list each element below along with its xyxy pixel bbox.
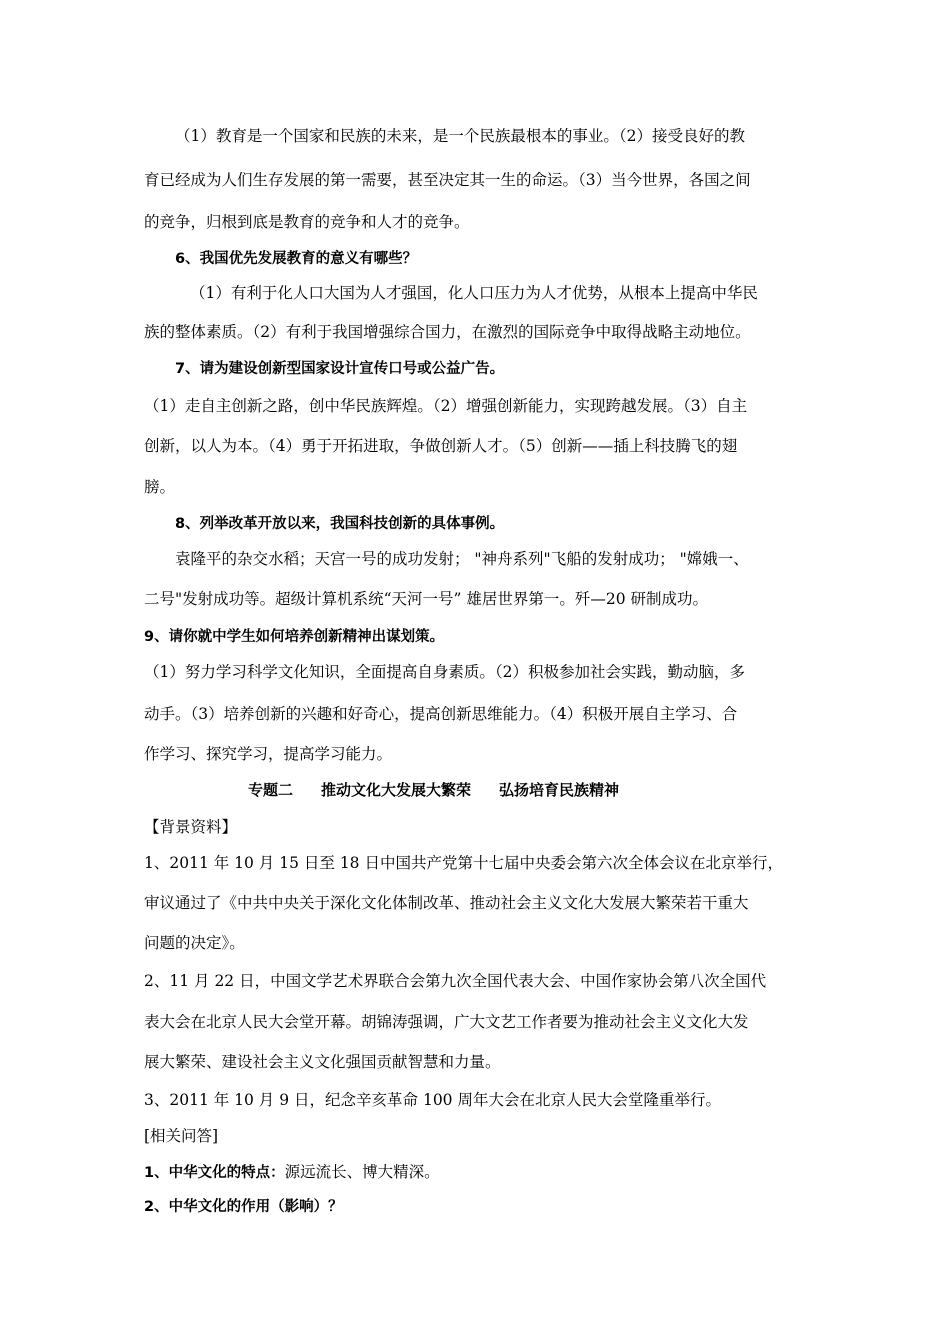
paragraph-line: （1）有利于化人口大国为人才强国，化人口压力为人才优势，从根本上提高中华民	[190, 284, 758, 302]
paragraph-line: 1、2011 年 10 月 15 日至 18 日中国共产党第十七届中央委会第六次全体会议在北京举行，	[144, 854, 783, 872]
question-heading: 6、我国优先发展教育的意义有哪些？	[175, 251, 418, 267]
paragraph-line: 2、11 月 22 日，中国文学艺术界联合会第九次全国代表大会、中国作家协会第八次全国代	[144, 972, 767, 990]
paragraph-line: 袁隆平的杂交水稻；天宫一号的成功发射； "神舟系列"飞船的发射成功； "嫦娥一、	[175, 550, 749, 568]
paragraph-line: （1）教育是一个国家和民族的未来，是一个民族最根本的事业。（2）接受良好的教	[175, 127, 745, 145]
paragraph-line: （1）走自主创新之路，创中华民族辉煌。（2）增强创新能力，实现跨越发展。（3）自主	[144, 397, 748, 415]
section-heading-part3: 弘扬培育民族精神	[499, 781, 620, 799]
paragraph-line: 动手。（3）培养创新的兴趣和好奇心，提高创新思维能力。（4）积极开展自主学习、合	[144, 705, 738, 723]
paragraph-line: 3、2011 年 10 月 9 日，纪念辛亥革命 100 周年大会在北京人民大会堂隆重举行。	[144, 1091, 721, 1109]
paragraph-line: （1）努力学习科学文化知识，全面提高自身素质。（2）积极参加社会实践，勤动脑，多	[144, 663, 745, 681]
paragraph-line: 族的整体素质。（2）有利于我国增强综合国力，在激烈的国际竞争中取得战略主动地位。	[144, 323, 751, 341]
section-heading-part1: 专题二	[248, 781, 294, 799]
paragraph-line: 二号"发射成功等。超级计算机系统“天河一号” 雄居世界第一。歼—20 研制成功。	[144, 590, 709, 608]
question-heading: 2、中华文化的作用（影响）？	[144, 1199, 343, 1215]
question-heading: 7、请为建设创新型国家设计宣传口号或公益广告。	[175, 361, 505, 377]
paragraph-line: 膀。	[144, 478, 176, 496]
section-heading-part2: 推动文化大发展大繁荣	[321, 781, 472, 799]
qa-line	[144, 1162, 440, 1183]
question-heading: 9、请你就中学生如何培养创新精神出谋划策。	[144, 629, 445, 645]
paragraph-line: 表大会在北京人民大会堂开幕。胡锦涛强调，广大文艺工作者要为推动社会主义文化大发	[144, 1013, 749, 1031]
section-heading	[248, 780, 619, 800]
qa-label: 1、中华文化的特点：	[144, 1165, 285, 1181]
section-label: [相关问答]	[144, 1127, 219, 1145]
question-heading: 8、列举改革开放以来，我国科技创新的具体事例。	[175, 516, 505, 532]
paragraph-line: 育已经成为人们生存发展的第一需要，甚至决定其一生的命运。（3）当今世界，各国之间	[144, 171, 751, 189]
qa-answer: 源远流长、博大精深。	[284, 1163, 440, 1181]
paragraph-line: 作学习、探究学习，提高学习能力。	[144, 745, 393, 763]
paragraph-line: 展大繁荣、建设社会主义文化强国贡献智慧和力量。	[144, 1053, 501, 1071]
paragraph-line: 创新，以人为本。（4）勇于开拓进取，争做创新人才。（5）创新——插上科技腾飞的翅	[144, 437, 738, 455]
paragraph-line: 审议通过了《中共中央关于深化文化体制改革、推动社会主义文化大发展大繁荣若干重大	[144, 894, 749, 912]
paragraph-line: 问题的决定》。	[144, 934, 245, 952]
section-label: 【背景资料】	[144, 818, 238, 836]
paragraph-line: 的竞争，归根到底是教育的竞争和人才的竞争。	[144, 213, 470, 231]
